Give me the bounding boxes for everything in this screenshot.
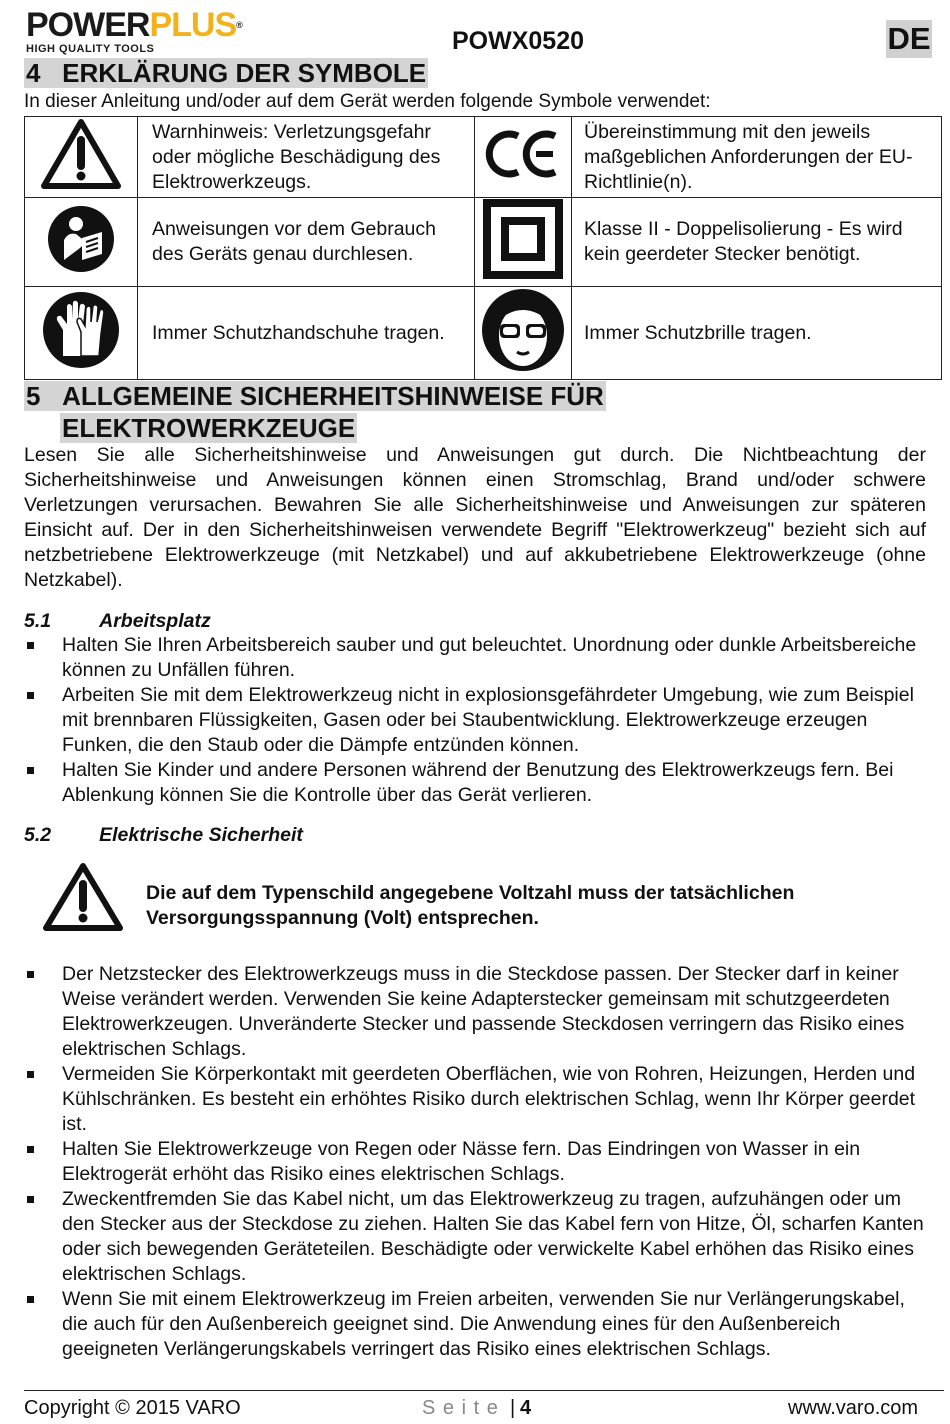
symbol-text-warning: Warnhinweis: Verletzungsgefahr oder mögliche Beschädigung des Elektrowerkzeugs. xyxy=(138,117,475,198)
footer-website-link[interactable]: www.varo.com xyxy=(788,1397,919,1419)
section-4-heading xyxy=(24,58,428,88)
symbols-table xyxy=(24,116,942,380)
list-item: Wenn Sie mit einem Elektrowerkzeug im Freien arbeiten, verwenden Sie nur Verlängerungskabel, die auch für den Außenbereich geeignet sind. Die Anwendung eines für den Außenbereich geeigneten Verlängerungskabels verringert das Risiko eines elektrischen Schlags. xyxy=(24,1287,924,1362)
symbol-cell xyxy=(25,287,138,380)
safety-goggles-icon xyxy=(481,288,565,372)
footer-page-label: S e i t e xyxy=(422,1397,499,1419)
section-4-intro: In dieser Anleitung und/oder auf dem Gerät werden folgende Symbole verwendet: xyxy=(24,91,711,112)
footer-copyright: Copyright © 2015 VARO xyxy=(24,1397,241,1419)
logo-brand-a: POWER xyxy=(26,6,150,44)
section-4-title: ERKLÄRUNG DER SYMBOLE xyxy=(62,58,427,88)
symbol-cell xyxy=(475,198,572,287)
section-5-heading xyxy=(24,381,664,443)
section-5-2-heading xyxy=(24,824,303,847)
model-number: POWX0520 xyxy=(452,27,585,55)
section-5-1-list xyxy=(24,633,924,808)
list-item: Halten Sie Elektrowerkzeuge von Regen oder Nässe fern. Das Eindringen von Wasser in ein Elektrogerät erhöht das Risiko eines elektrischen Schlags. xyxy=(24,1137,924,1187)
list-item: Zweckentfremden Sie das Kabel nicht, um das Elektrowerkzeug zu tragen, aufzuhängen oder um den Stecker aus der Steckdose zu ziehen. Halten Sie das Kabel fern von Hitze, Öl, scharfen Kanten oder sich bewegenden Geräteteilen. Beschädigte oder verwickelte Kabel erhöhen das Risiko eines elektrischen Schlags. xyxy=(24,1187,924,1287)
section-5-title-line2: ELEKTROWERKZEUGE xyxy=(62,413,356,443)
section-5-2-title: Elektrische Sicherheit xyxy=(99,824,303,846)
section-5-intro: Lesen Sie alle Sicherheitshinweise und Anweisungen gut durch. Die Nichtbeachtung der Sicherheitshinweise und Anweisungen können einen Stromschlag, Brand und/oder schwere Verletzungen verursachen. Bewahren Sie alle Sicherheitshinweise und Anweisungen zur späteren Einsicht auf. Der in den Sicherheitshinweisen verwendete Begriff "Elektrowerkzeug" bezieht sich auf netzbetriebene Elektrowerkzeuge (mit Netzkabel) und auf akkubetriebene Elektrowerkzeuge (ohne Netzkabel). xyxy=(24,444,926,591)
symbol-text-ce: Übereinstimmung mit den jeweils maßgeblichen Anforderungen der EU-Richtlinie(n). xyxy=(572,117,942,198)
footer-page-separator: | xyxy=(510,1397,516,1419)
symbol-cell xyxy=(475,117,572,198)
symbol-text-goggles: Immer Schutzbrille tragen. xyxy=(572,287,942,380)
list-item: Halten Sie Kinder und andere Personen während der Benutzung des Elektrowerkzeugs fern. Bei Ablenkung können Sie die Kontrolle über das Gerät verlieren. xyxy=(24,758,924,808)
symbol-cell xyxy=(25,198,138,287)
section-5-1-number: 5.1 xyxy=(24,610,52,632)
section-4-number: 4 xyxy=(26,58,41,88)
symbols-row xyxy=(25,287,942,380)
warning-triangle-icon xyxy=(42,862,124,932)
section-5-heading-line1 xyxy=(24,381,606,411)
logo-tagline: HIGH QUALITY TOOLS xyxy=(26,43,155,55)
logo-brand-b: PLUS xyxy=(149,6,237,44)
symbols-row xyxy=(25,117,942,198)
powerplus-logo xyxy=(26,6,296,55)
footer-page-number: 4 xyxy=(520,1397,532,1419)
symbol-text-read-manual: Anweisungen vor dem Gebrauch des Geräts genau durchlesen. xyxy=(138,198,475,287)
symbol-cell xyxy=(25,117,138,198)
list-item: Halten Sie Ihren Arbeitsbereich sauber und gut beleuchtet. Unordnung oder dunkle Arbeitsbereiche können zu Unfällen führen. xyxy=(24,633,924,683)
footer-divider xyxy=(24,1390,944,1391)
list-item: Arbeiten Sie mit dem Elektrowerkzeug nicht in explosionsgefährdeter Umgebung, wie zum Beispiel mit brennbaren Flüssigkeiten, Gasen oder bei Staubentwicklung. Elektrowerkzeuge erzeugen Funken, die den Staub oder die Dämpfe entzünden können. xyxy=(24,683,924,758)
section-5-1-title: Arbeitsplatz xyxy=(99,610,211,632)
symbol-cell xyxy=(475,287,572,380)
section-5-number: 5 xyxy=(26,381,41,411)
read-manual-icon xyxy=(46,204,116,274)
symbols-row xyxy=(25,198,942,287)
logo-registered-mark: ® xyxy=(236,20,242,30)
section-5-2-number: 5.2 xyxy=(24,824,52,846)
list-item: Der Netzstecker des Elektrowerkzeugs muss in die Steckdose passen. Der Stecker darf in keiner Weise verändert werden. Verwenden Sie keine Adapterstecker gemeinsam mit schutzgeerdeten Elektrowerkzeugen. Unveränderte Stecker und passende Steckdosen verringern das Risiko eines elektrischen Schlags. xyxy=(24,962,924,1062)
voltage-warning-text: Die auf dem Typenschild angegebene Voltzahl muss der tatsächlichen Versorgungsspannung (Volt) entsprechen. xyxy=(146,882,795,929)
section-5-1-heading xyxy=(24,610,211,633)
section-5-title-line1: ALLGEMEINE SICHERHEITSHINWEISE FÜR xyxy=(62,381,604,411)
gloves-icon xyxy=(41,290,121,370)
ce-mark-icon xyxy=(485,126,561,182)
section-5-2-list xyxy=(24,962,924,1362)
symbol-text-gloves: Immer Schutzhandschuhe tragen. xyxy=(138,287,475,380)
symbol-text-class-ii: Klasse II - Doppelisolierung - Es wird kein geerdeter Stecker benötigt. xyxy=(572,198,942,287)
list-item: Vermeiden Sie Körperkontakt mit geerdeten Oberflächen, wie von Rohren, Heizungen, Herden und Kühlschränken. Es besteht ein erhöhtes Risiko durch elektrischen Schlag, wenn Ihr Körper geerdet ist. xyxy=(24,1062,924,1137)
logo-wordmark xyxy=(26,8,296,42)
warning-triangle-icon xyxy=(40,118,122,190)
language-badge: DE xyxy=(887,21,931,56)
class-ii-double-insulation-icon xyxy=(483,199,563,279)
